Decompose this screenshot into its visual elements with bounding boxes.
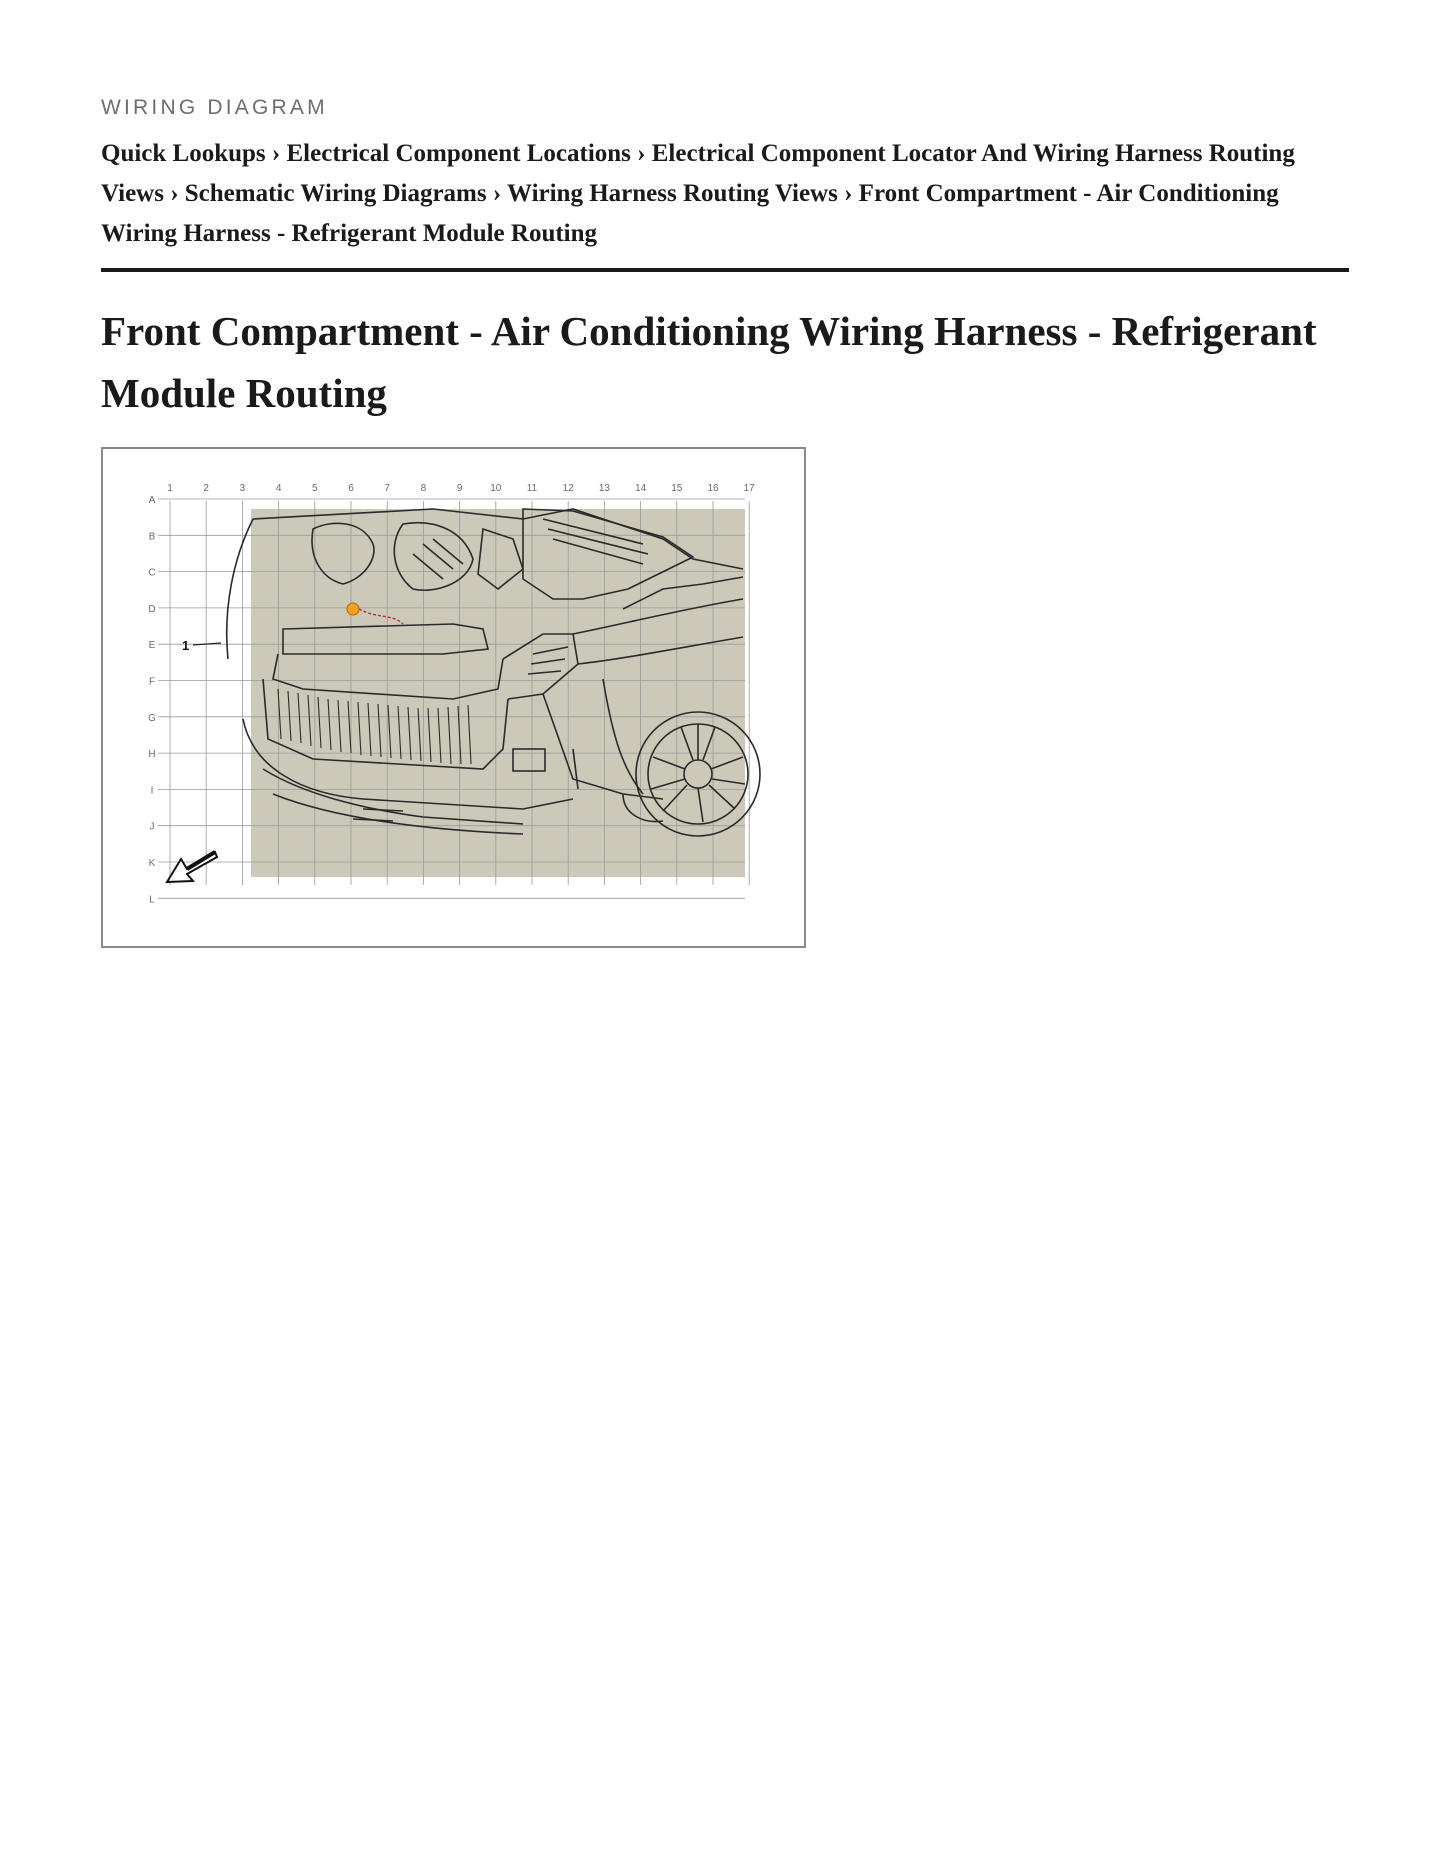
- grid-row-label: H: [148, 749, 156, 761]
- refrigerant-module-highlight: [347, 603, 359, 615]
- grid-row-label: C: [148, 567, 156, 579]
- breadcrumb-item-component-locator-routing-views[interactable]: Electrical Component Locator And Wiring Harness Routing Views: [101, 140, 1295, 207]
- breadcrumb: [101, 134, 1349, 254]
- callout-label: 1: [182, 638, 190, 653]
- breadcrumb-item-quick-lookups[interactable]: Quick Lookups: [101, 140, 266, 167]
- grid-column-label: 2: [203, 483, 209, 494]
- breadcrumb-item-wiring-harness-routing-views[interactable]: Wiring Harness Routing Views: [507, 180, 838, 207]
- grid-row-label: J: [149, 821, 155, 833]
- grid-row-label: A: [148, 495, 156, 506]
- grid-column-label: 9: [456, 483, 463, 494]
- grid-column-label: 6: [348, 483, 354, 494]
- grid-row-label: D: [148, 603, 156, 615]
- breadcrumb-separator: ›: [637, 140, 646, 167]
- grid-column-label: 1: [167, 483, 173, 494]
- grid-column-label: 11: [526, 483, 538, 494]
- breadcrumb-item-schematic-wiring-diagrams[interactable]: Schematic Wiring Diagrams: [184, 180, 487, 207]
- grid-row-label: F: [148, 676, 156, 688]
- grid-row-label: K: [148, 858, 156, 869]
- grid-column-label: 14: [635, 483, 647, 494]
- grid-row-label: I: [150, 785, 154, 797]
- grid-column-label: 16: [707, 483, 719, 494]
- grid-row-label: G: [148, 712, 156, 724]
- grid-column-label: 3: [239, 483, 246, 494]
- grid-column-label: 13: [598, 483, 610, 494]
- grid-column-label: 7: [384, 483, 390, 494]
- breadcrumb-separator: ›: [170, 180, 179, 207]
- breadcrumb-separator: ›: [271, 140, 281, 167]
- grid-column-label: 10: [490, 483, 502, 494]
- front-direction-arrow: [167, 852, 217, 882]
- breadcrumb-separator: ›: [492, 180, 502, 207]
- grid-column-label: 17: [743, 483, 755, 494]
- grid-column-label: 12: [562, 483, 574, 494]
- grid-column-label: 15: [671, 483, 683, 494]
- breadcrumb-item-electrical-component-locations[interactable]: Electrical Component Locations: [286, 140, 631, 167]
- grid-row-label: B: [148, 531, 156, 543]
- grid-column-label: 8: [420, 483, 427, 494]
- grid-row-label: E: [148, 640, 156, 652]
- grid-column-label: 5: [312, 483, 318, 494]
- page-title: Front Compartment - Air Conditioning Wiring Harness - Refrigerant Module Routing: [101, 308, 1317, 416]
- breadcrumb-item-current-page[interactable]: Front Compartment - Air Conditioning Wiring Harness - Refrigerant Module Routing: [101, 180, 1279, 247]
- section-kicker: WIRING DIAGRAM: [101, 96, 328, 119]
- grid-column-label: 4: [275, 483, 282, 494]
- breadcrumb-separator: ›: [844, 180, 853, 207]
- wiring-routing-diagram: [101, 447, 806, 948]
- grid-column-labels: [167, 483, 755, 494]
- grid-row-labels: [148, 495, 156, 905]
- header-divider: [101, 268, 1349, 272]
- grid-row-label: L: [149, 894, 155, 906]
